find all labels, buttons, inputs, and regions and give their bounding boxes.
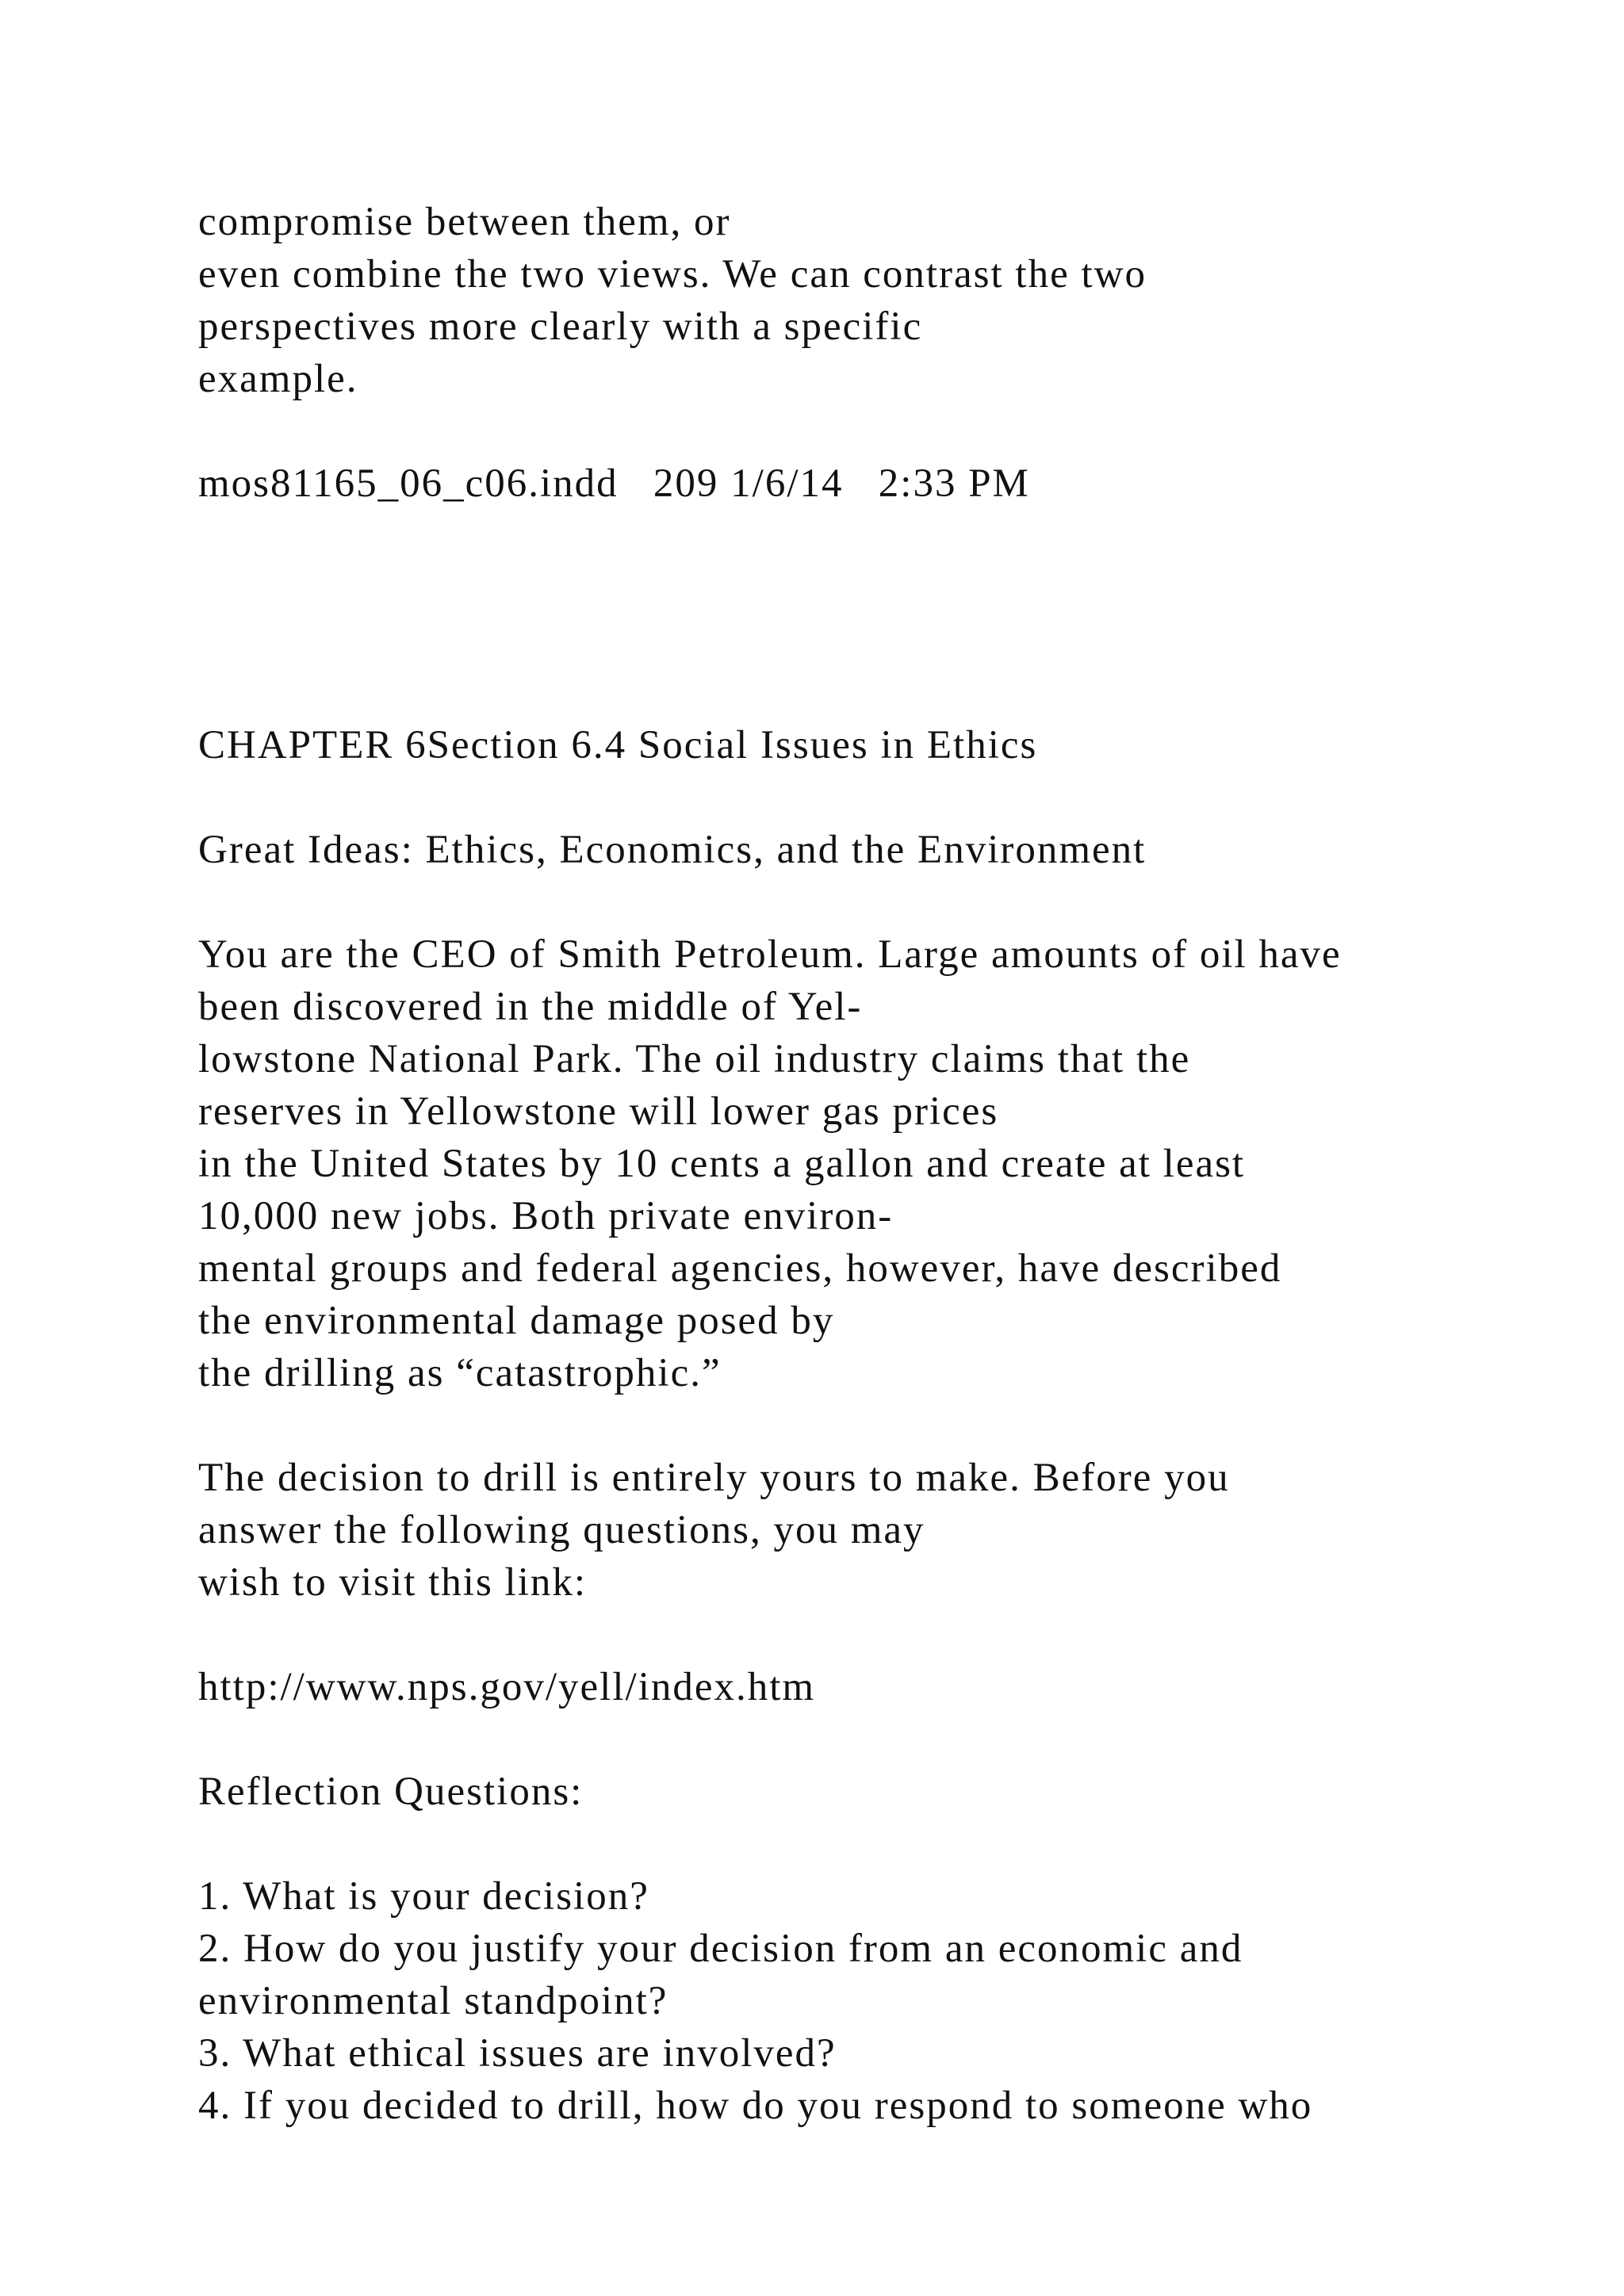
spacer — [198, 510, 1578, 719]
question-list — [198, 1870, 1578, 2132]
scenario-paragraph — [198, 928, 1578, 1399]
list-item: 1. What is your decision? — [198, 1874, 649, 1919]
reference-link[interactable]: http://www.nps.gov/yell/index.htm — [198, 1665, 816, 1709]
text-line: compromise between them, or — [198, 200, 731, 244]
text-line: been discovered in the middle of Yel- — [198, 985, 863, 1029]
text-line: example. — [198, 357, 358, 401]
spacer — [198, 405, 1578, 457]
text-line: the environmental damage posed by — [198, 1299, 835, 1343]
text-line: The decision to drill is entirely yours to make. Before you — [198, 1456, 1230, 1500]
decision-paragraph — [198, 1452, 1578, 1609]
text-line: answer the following questions, you may — [198, 1508, 925, 1552]
text-line: 10,000 new jobs. Both private environ- — [198, 1194, 894, 1238]
text-line: wish to visit this link: — [198, 1560, 588, 1605]
spacer — [198, 771, 1578, 824]
list-item: 3. What ethical issues are involved? — [198, 2031, 837, 2076]
spacer — [198, 1399, 1578, 1452]
text-line: perspectives more clearly with a specific — [198, 304, 923, 349]
section-title: Great Ideas: Ethics, Economics, and the Environment — [198, 828, 1147, 872]
text-line: lowstone National Park. The oil industry claims that the — [198, 1037, 1191, 1081]
text-line: even combine the two views. We can contrast the two — [198, 252, 1147, 297]
text-line: mental groups and federal agencies, however, have described — [198, 1246, 1282, 1291]
text-line: reserves in Yellowstone will lower gas prices — [198, 1089, 999, 1134]
spacer — [198, 1713, 1578, 1766]
text-line: You are the CEO of Smith Petroleum. Large amounts of oil have — [198, 932, 1342, 977]
document-page — [198, 196, 1578, 2132]
list-item: 2. How do you justify your decision from an economic and — [198, 1927, 1243, 1971]
intro-paragraph — [198, 196, 1578, 405]
text-line: the drilling as “catastrophic.” — [198, 1351, 722, 1395]
list-item: environmental standpoint? — [198, 1979, 668, 2023]
spacer — [198, 1818, 1578, 1870]
text-line: in the United States by 10 cents a gallon and create at least — [198, 1142, 1246, 1186]
spacer — [198, 876, 1578, 928]
footer-slug: mos81165_06_c06.indd 209 1/6/14 2:33 PM — [198, 461, 1030, 506]
chapter-heading: CHAPTER 6Section 6.4 Social Issues in Ethics — [198, 723, 1038, 767]
list-item: 4. If you decided to drill, how do you respond to someone who — [198, 2084, 1313, 2128]
reflection-heading: Reflection Questions: — [198, 1770, 584, 1814]
spacer — [198, 1609, 1578, 1661]
